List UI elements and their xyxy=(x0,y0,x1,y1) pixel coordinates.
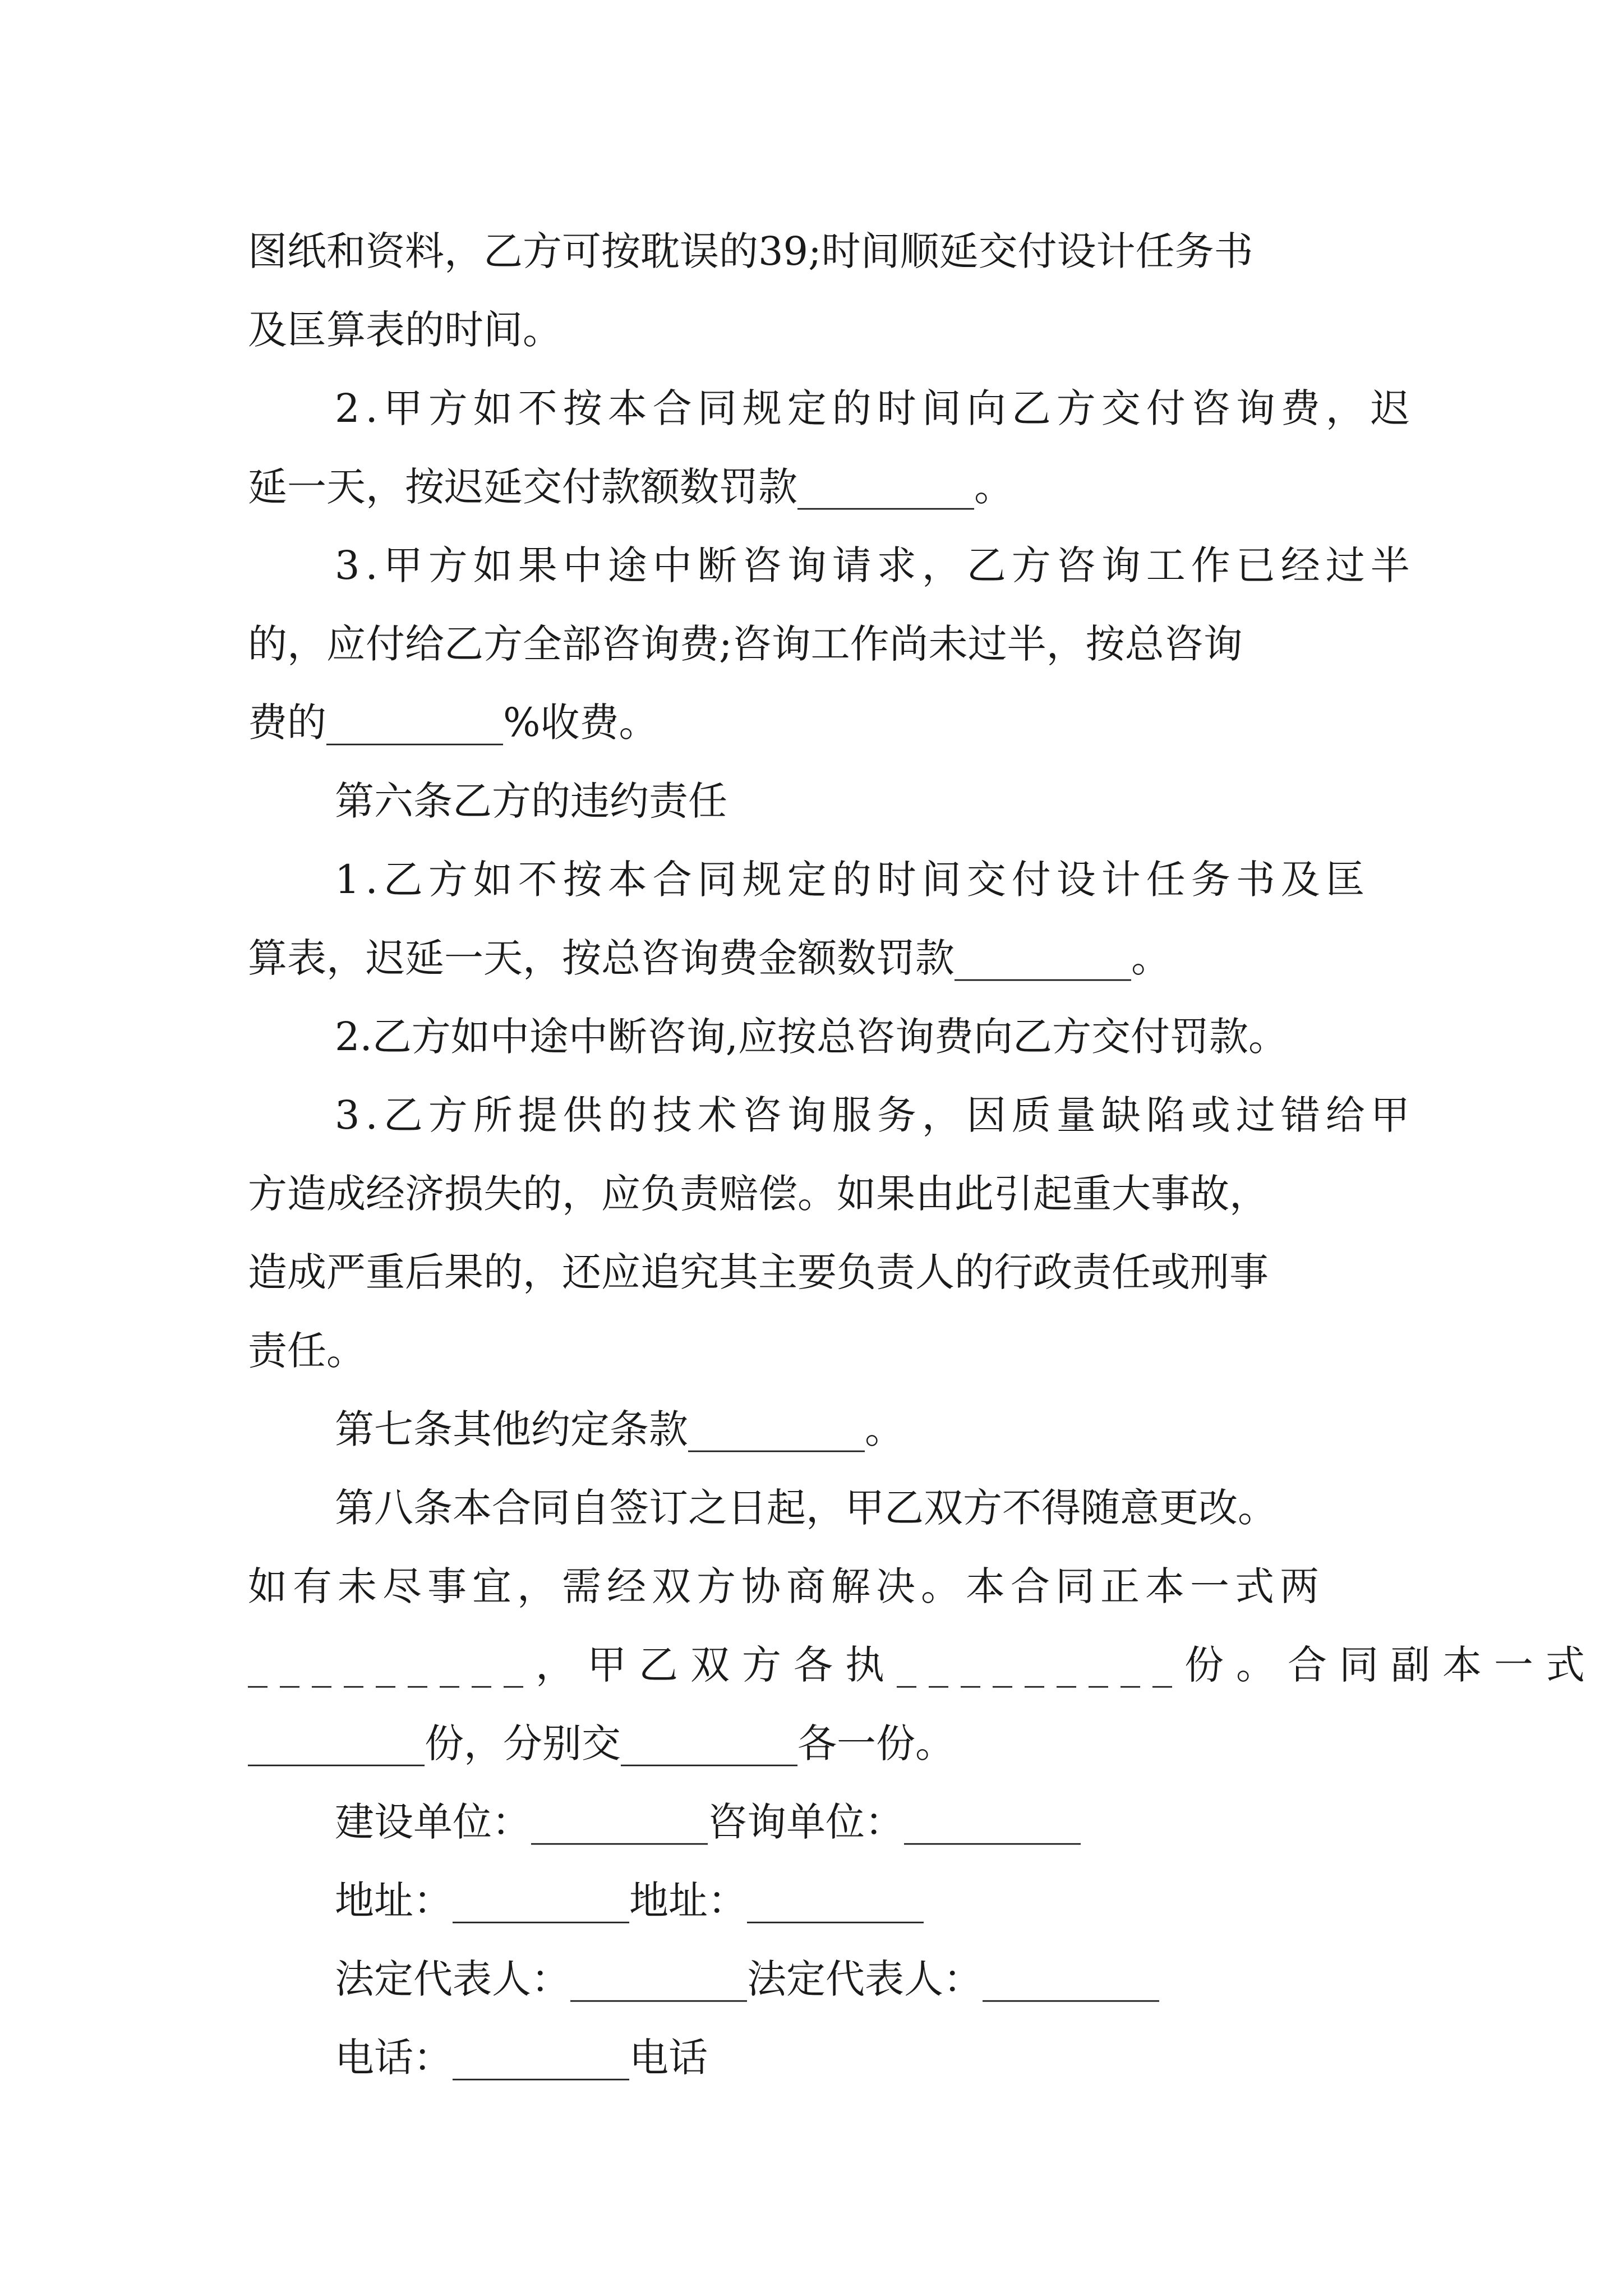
clause-5-item-2-line-2: 延一天，按迟延交付款额数罚款_________。 xyxy=(248,464,1013,510)
clause-5-item-3-line-2: 的，应付给乙方全部咨询费;咨询工作尚未过半，按总咨询 xyxy=(248,621,1243,667)
clause-6-item-2: 2.乙方如中途中断咨询,应按总咨询费向乙方交付罚款。 xyxy=(335,1014,1288,1060)
clause-8-line-1: 第八条本合同自签订之日起，甲乙双方不得随意更改。 xyxy=(335,1485,1277,1531)
clause-7: 第七条其他约定条款_________。 xyxy=(335,1406,904,1452)
signature-representative-line: 法定代表人：_________法定代表人：_________ xyxy=(335,1956,1159,2002)
clause-5-item-3-line-1: 3.甲方如果中途中断咨询请求，乙方咨询工作已经过半 xyxy=(335,542,1415,588)
clause-6-item-3-line-1: 3.乙方所提供的技术咨询服务，因质量缺陷或过错给甲 xyxy=(335,1092,1415,1138)
text-line-2: 及匡算表的时间。 xyxy=(248,307,562,353)
clause-6-item-3-line-4: 责任。 xyxy=(248,1328,366,1374)
clause-8-line-3: _________，甲乙双方各执_________份。合同副本一式 xyxy=(248,1642,1597,1688)
clause-6-item-3-line-2: 方造成经济损失的，应负责赔偿。如果由此引起重大事故， xyxy=(248,1171,1269,1217)
signature-phone-line: 电话：_________电话 xyxy=(335,2035,708,2081)
clause-5-item-2-line-1: 2.甲方如不按本合同规定的时间向乙方交付咨询费，迟 xyxy=(335,385,1415,431)
clause-6-item-3-line-3: 造成严重后果的，还应追究其主要负责人的行政责任或刑事 xyxy=(248,1249,1269,1295)
text-line-1: 图纸和资料，乙方可按耽误的39;时间顺延交付设计任务书 xyxy=(248,228,1253,274)
clause-6-item-1-line-1: 1.乙方如不按本合同规定的时间交付设计任务书及匡 xyxy=(335,857,1371,903)
clause-6-heading: 第六条乙方的违约责任 xyxy=(335,778,727,824)
clause-8-line-2: 如有未尽事宜，需经双方协商解决。本合同正本一式两 xyxy=(248,1563,1325,1609)
contract-text xyxy=(248,212,1597,2097)
clause-5-item-3-line-3: 费的_________%收费。 xyxy=(248,700,658,746)
signature-address-line: 地址：_________地址：_________ xyxy=(335,1878,924,1924)
clause-6-item-1-line-2: 算表，迟延一天，按总咨询费金额数罚款_________。 xyxy=(248,935,1170,981)
clause-8-line-4: _________份，分别交_________各一份。 xyxy=(248,1720,955,1766)
signature-unit-line: 建设单位：_________咨询单位：_________ xyxy=(335,1799,1081,1845)
